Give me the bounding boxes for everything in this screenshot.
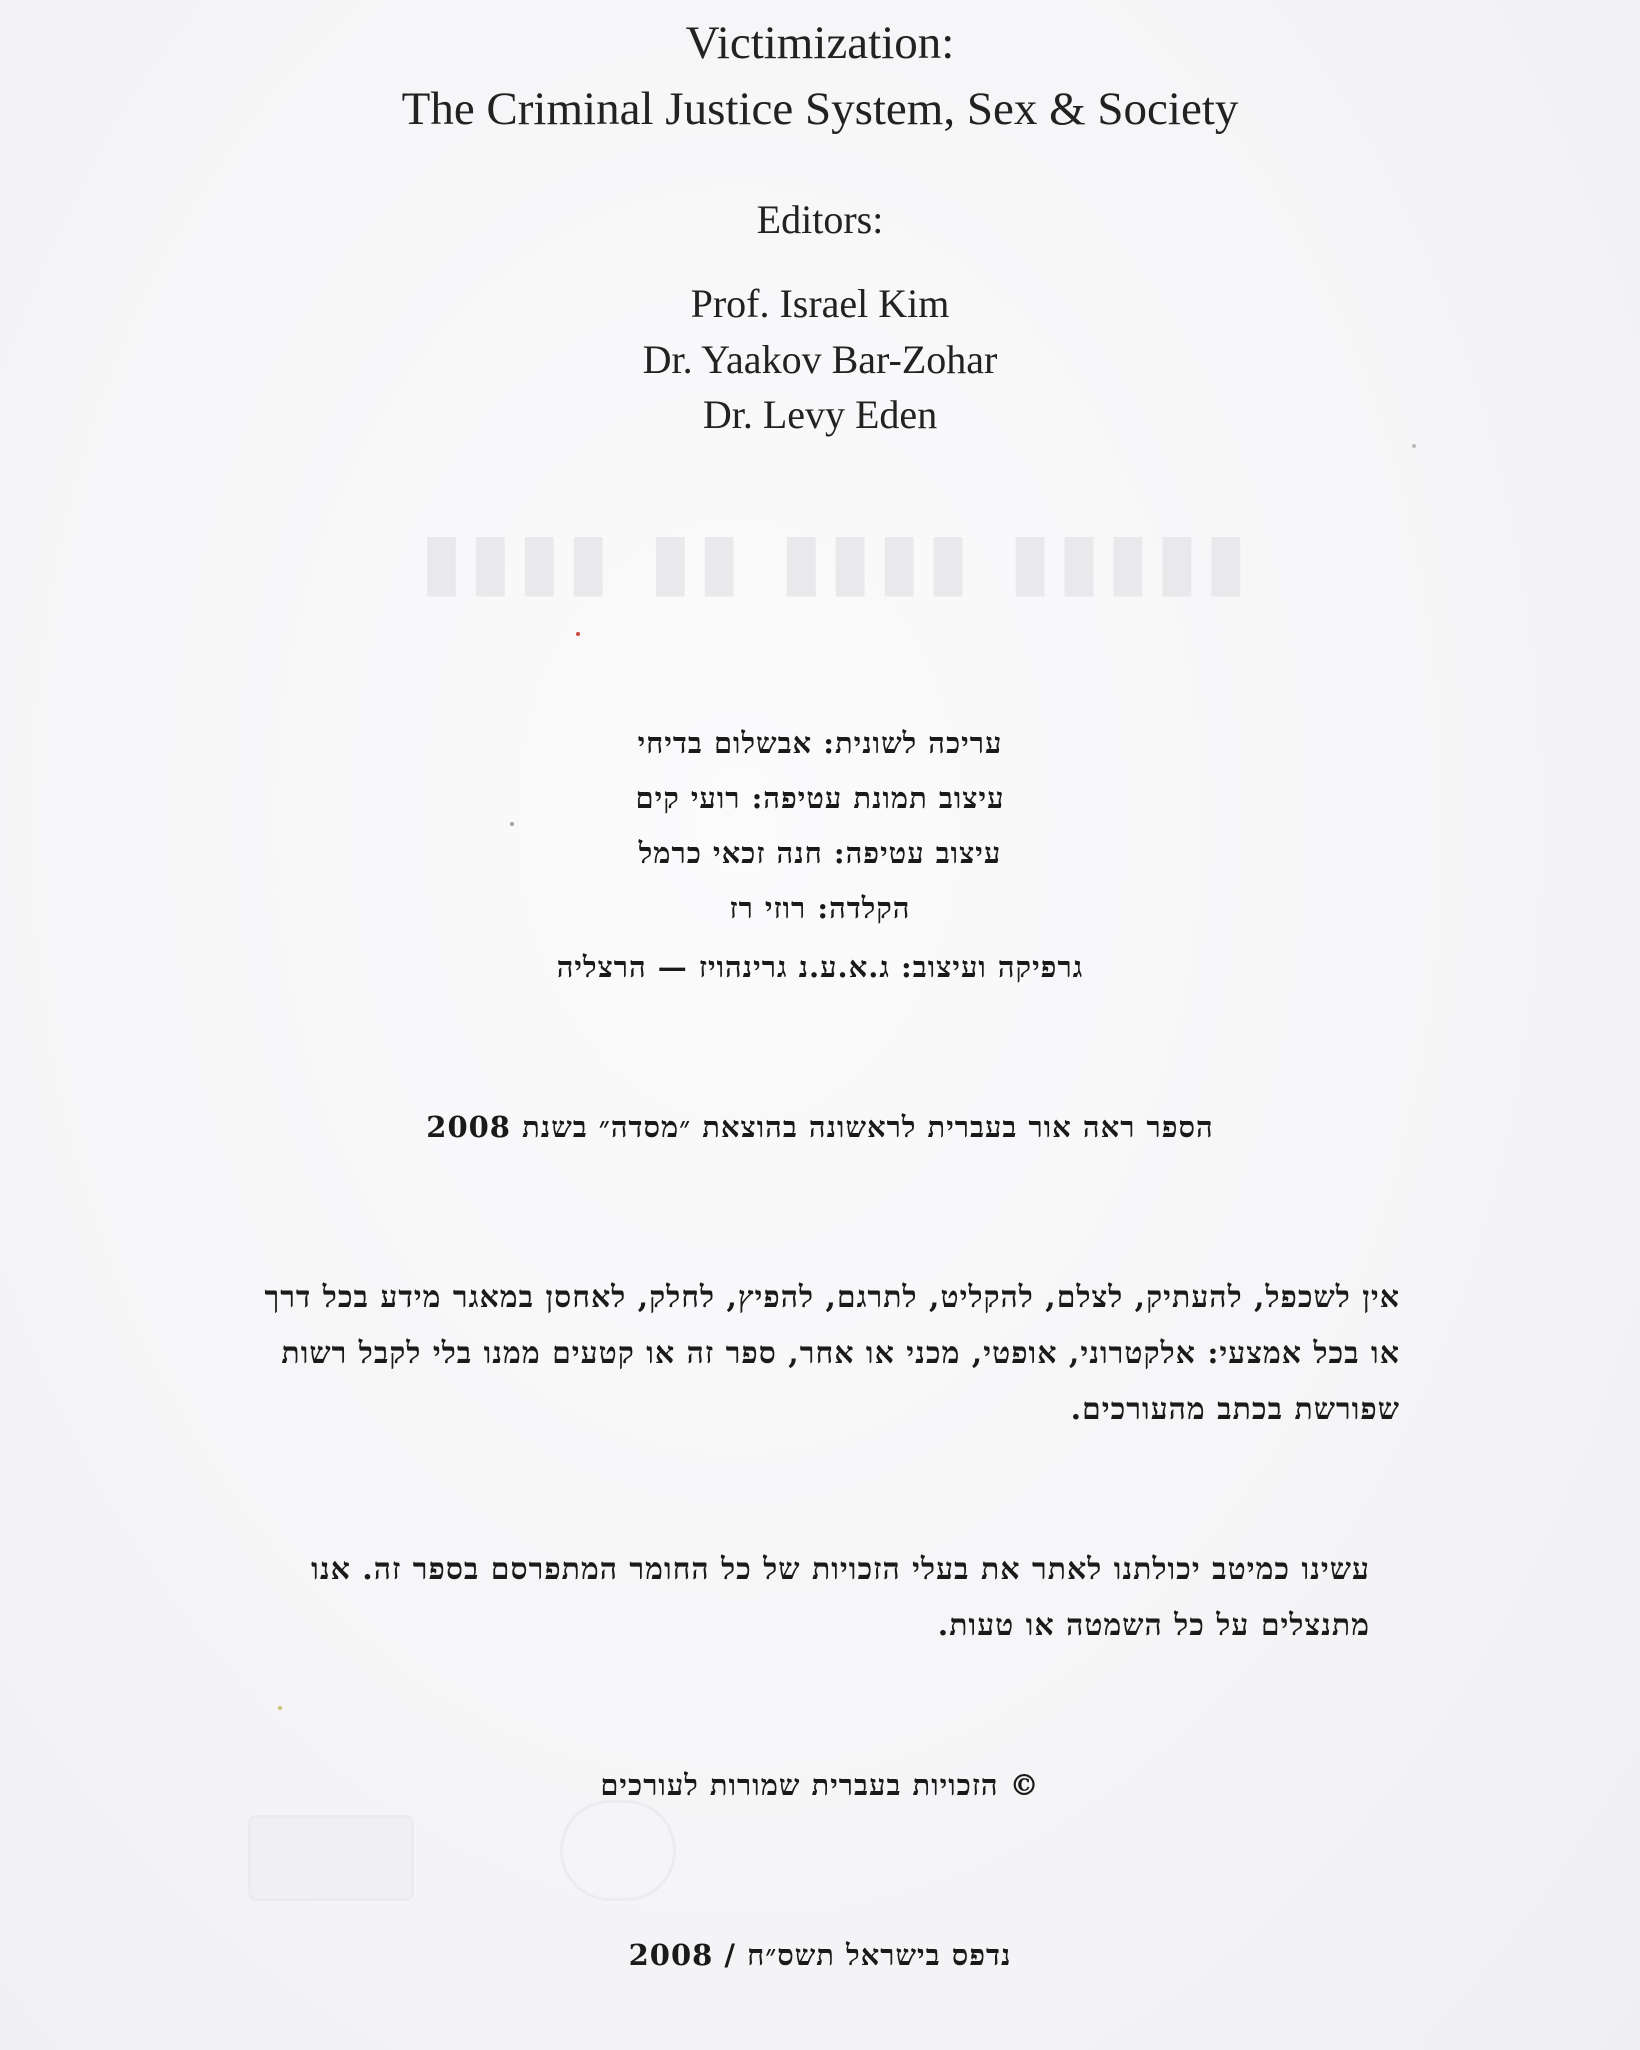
first-publication-note: הספר ראה אור בעברית לראשונה בהוצאת ״מסדה״ בשנת 2008: [426, 1110, 1214, 1144]
printed-in-line: נדפס בישראל תשס״ח / 2008: [628, 1938, 1012, 1972]
credit-cover-design: עיצוב עטיפה: חנה זכאי כרמל: [638, 836, 1002, 870]
ink-speck: [278, 1706, 282, 1710]
editor-name: Prof. Israel Kim: [690, 281, 950, 326]
show-through-logo: [820, 1820, 1120, 1890]
rights-notice: אין לשכפל, להעתיק, לצלם, להקליט, לתרגם, להפיץ, לחלק, לאחסן במאגר מידע בכל דרך או בכל אמצעי: אלקטרוני, אופטי, מכני או אחר, ספר זה או קטעים ממנו בלי לקבל רשות שפורשת בכתב מהעורכים.: [264, 1280, 1400, 1427]
credit-typing: הקלדה: רוזי רז: [729, 891, 911, 925]
credit-language-editing: עריכה לשונית: אבשלום בדיחי: [637, 726, 1003, 760]
credit-cover-photo: עיצוב תמונת עטיפה: רועי קים: [635, 781, 1005, 815]
book-title-line-1: Victimization:: [685, 17, 955, 69]
editors-label: Editors:: [756, 197, 884, 242]
editor-name: Dr. Levy Eden: [702, 392, 938, 437]
ink-speck: [510, 822, 514, 826]
show-through-logo: [248, 1815, 414, 1901]
copyright-effort-notice: עשינו כמיטב יכולתנו לאתר את בעלי הזכויות של כל החומר המתפרסם בספר זה. אנו מתנצלים על כל השמטה או טעות.: [311, 1552, 1370, 1643]
editor-name: Dr. Yaakov Bar-Zohar: [642, 337, 998, 382]
copyright-line: © הזכויות בעברית שמורות לעורכים: [600, 1768, 1040, 1802]
ink-speck: [576, 632, 580, 636]
show-through-logo: [560, 1800, 676, 1901]
credit-graphics: גרפיקה ועיצוב: ג.א.ע.נ גרינהויז — הרצליה: [556, 950, 1084, 984]
book-title-line-2: The Criminal Justice System, Sex & Society: [401, 83, 1239, 135]
ink-speck: [1412, 444, 1416, 448]
show-through-artifact: ▮▮▮▮ ▮▮ ▮▮▮▮ ▮▮▮▮▮: [420, 515, 1254, 606]
